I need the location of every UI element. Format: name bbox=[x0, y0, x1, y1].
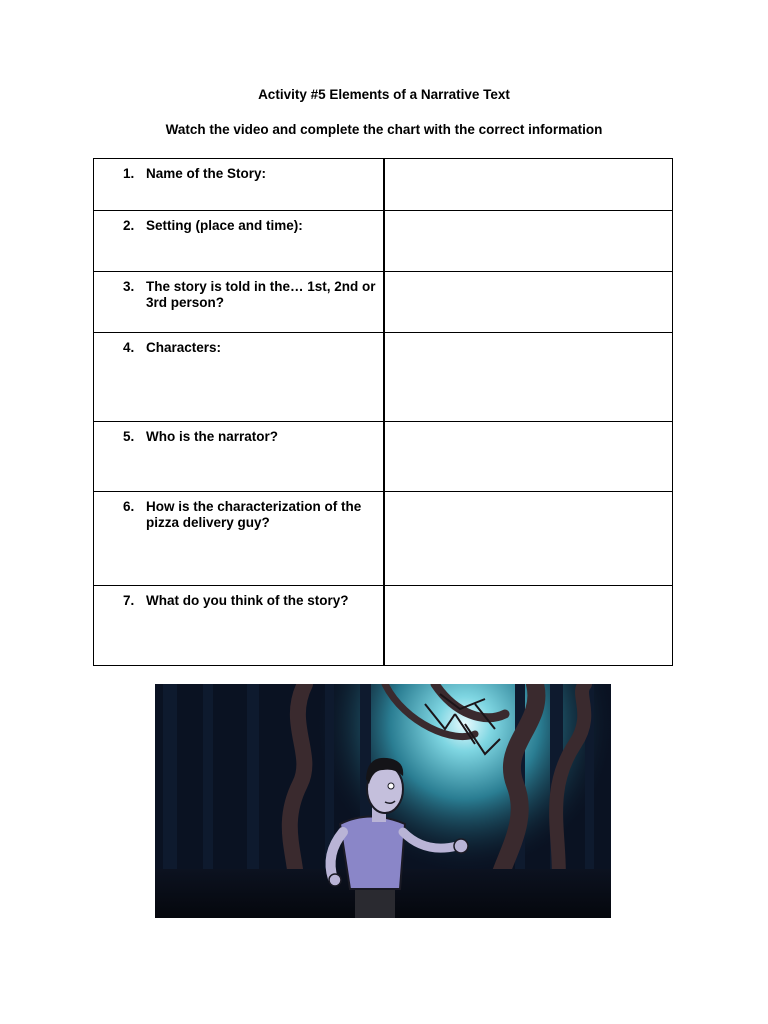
answer-cell[interactable] bbox=[384, 492, 673, 586]
answer-cell[interactable] bbox=[384, 159, 673, 211]
worksheet-instructions: Watch the video and complete the chart with the correct information bbox=[165, 122, 603, 137]
question-cell bbox=[94, 333, 385, 422]
question-cell bbox=[94, 272, 385, 333]
question-number: 7. bbox=[123, 593, 135, 608]
forest-scene-illustration bbox=[155, 684, 611, 918]
answer-cell[interactable] bbox=[384, 211, 673, 272]
narrative-elements-chart bbox=[93, 158, 673, 666]
question-number: 4. bbox=[123, 340, 135, 355]
question-number: 2. bbox=[123, 218, 135, 233]
question-text: What do you think of the story? bbox=[146, 593, 349, 608]
question-text: Setting (place and time): bbox=[146, 218, 303, 233]
question-text: Characters: bbox=[146, 340, 222, 355]
question-cell bbox=[94, 586, 385, 666]
question-text: Who is the narrator? bbox=[146, 429, 279, 444]
question-cell bbox=[94, 211, 385, 272]
question-cell bbox=[94, 492, 385, 586]
question-number: 5. bbox=[123, 429, 135, 444]
chart-row bbox=[94, 333, 673, 422]
answer-cell[interactable] bbox=[384, 586, 673, 666]
worksheet-title: Activity #5 Elements of a Narrative Text bbox=[258, 87, 510, 102]
question-cell bbox=[94, 422, 385, 492]
chart-row bbox=[94, 272, 673, 333]
question-text: The story is told in the… 1st, 2nd or 3rd person? bbox=[146, 279, 376, 310]
question-number: 6. bbox=[123, 499, 135, 514]
question-text: How is the characterization of the pizza delivery guy? bbox=[146, 499, 362, 530]
question-text: Name of the Story: bbox=[146, 166, 267, 181]
question-cell bbox=[94, 159, 385, 211]
chart-row bbox=[94, 159, 673, 211]
answer-cell[interactable] bbox=[384, 422, 673, 492]
answer-cell[interactable] bbox=[384, 333, 673, 422]
chart-row bbox=[94, 422, 673, 492]
chart-row bbox=[94, 586, 673, 666]
chart-row bbox=[94, 492, 673, 586]
chart-row bbox=[94, 211, 673, 272]
question-number: 3. bbox=[123, 279, 135, 294]
answer-cell[interactable] bbox=[384, 272, 673, 333]
forest-scene-svg bbox=[155, 684, 611, 918]
question-number: 1. bbox=[123, 166, 135, 181]
